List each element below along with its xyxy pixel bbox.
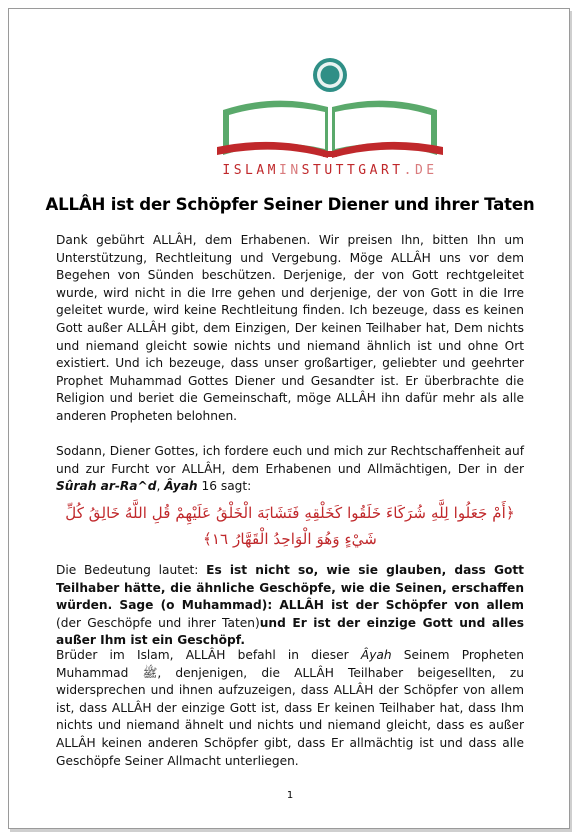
paragraph-sodann	[56, 443, 524, 496]
open-book-logo-icon	[215, 55, 445, 180]
page-number: 1	[286, 790, 294, 801]
p4-text-a: Brüder im Islam, ALLÂH befahl in dieser	[56, 648, 361, 662]
wordmark-islam: ISLAM	[222, 163, 280, 178]
quran-verse: ﴿أَمْ جَعَلُوا لِلَّهِ شُرَكَاءَ خَلَقُوا كَخَلْقِهِ فَتَشَابَهَ الْخَلْقُ عَلَيْهِمْ قُلِ اللَّهُ خَالِقُ كُلِّ شَيْءٍ وَهُوَ الْوَاحِدُ الْقَهَّارُ ١٦﴾	[65, 504, 515, 548]
wordmark-in: IN	[279, 163, 302, 178]
ayah-word: Âyah	[164, 479, 198, 494]
p3-text-b: Es ist nicht so, wie sie glauben, dass Gott Teilhaber hätte, die ähnliche Geschöpfe, wie die Seinen, erschaffen würden. Sage (o Muhammad): ALLÂH ist der Schöpfer von allem	[56, 563, 524, 613]
p2-text-a: Sodann, Diener Gottes, ich fordere euch und mich zur Rechtschaffenheit auf und zur Furcht vor ALLÂH, dem Erhabenen und Allmächtigen, Der in der	[56, 444, 524, 476]
p2-text-b: ,	[156, 479, 165, 494]
page-title: ALLÂH ist der Schöpfer Seiner Diener und ihrer Taten	[45, 195, 535, 214]
p3-text-c: (der Geschöpfe und ihrer Taten)	[56, 615, 260, 630]
p3-text-a: Die Bedeutung lautet:	[56, 563, 207, 577]
wordmark-stuttgart: STUTTGART	[301, 163, 404, 178]
logo-wordmark	[197, 163, 463, 178]
p3-text-d: und Er ist der einzige Gott und alles außer Ihm ist ein Geschöpf.	[56, 615, 524, 648]
p4-ayah: Âyah	[360, 648, 392, 662]
wordmark-de: .DE	[403, 163, 438, 178]
surah-name: Sûrah ar-Ra^d	[56, 479, 157, 494]
paragraph-meaning	[56, 562, 524, 650]
p2-text-c: 16 sagt:	[197, 479, 252, 494]
site-logo	[215, 55, 445, 180]
paragraph-brueder	[56, 647, 524, 770]
paragraph-intro: Dank gebührt ALLÂH, dem Erhabenen. Wir preisen Ihn, bitten Ihn um Unterstützung, Rechtleitung und Vergebung. Möge ALLÂH uns vor dem Begehen von Sünden beschützen. Derjenige, der von Gott rechtgeleitet wurde, wird nicht in die Irre gehen und derjenige, der von Gott in die Irre geleitet wurde, wird keine Rechtleitung finden. Ich bezeuge, dass es keinen Gott außer ALLÂH gibt, dem Einzigen, Der keinen Teilhaber hat, Dem nichts und niemand gleicht sowie nichts und niemand ähnlich ist und ohne Ort existiert. Und ich bezeuge, dass unser großartiger, geliebter und geehrter Prophet Muhammad Gottes Diener und Gesandter ist. Er überbrachte die Religion und beriet die Gemeinschaft, möge ALLÂH ihn dafür mehr als alle anderen Propheten belohnen.	[56, 233, 524, 423]
p4-text-b: Seinem Propheten Muhammad ﷺ, denjenigen, die ALLÂH Teilhaber beigesellten, zu widersprechen und ihnen aufzuzeigen, dass ALLÂH der Schöpfer von allem ist, dass ALLÂH der einzige Gott ist, dass Er keinen Teilhaber hat, dass Ihm nichts und niemand ähnelt und nichts und niemand gleicht, dass es außer ALLÂH keinen anderen Schöpfer gibt, dass Er allmächtig ist und dass alle Geschöpfe Seiner Allmacht unterliegen.	[56, 648, 524, 768]
